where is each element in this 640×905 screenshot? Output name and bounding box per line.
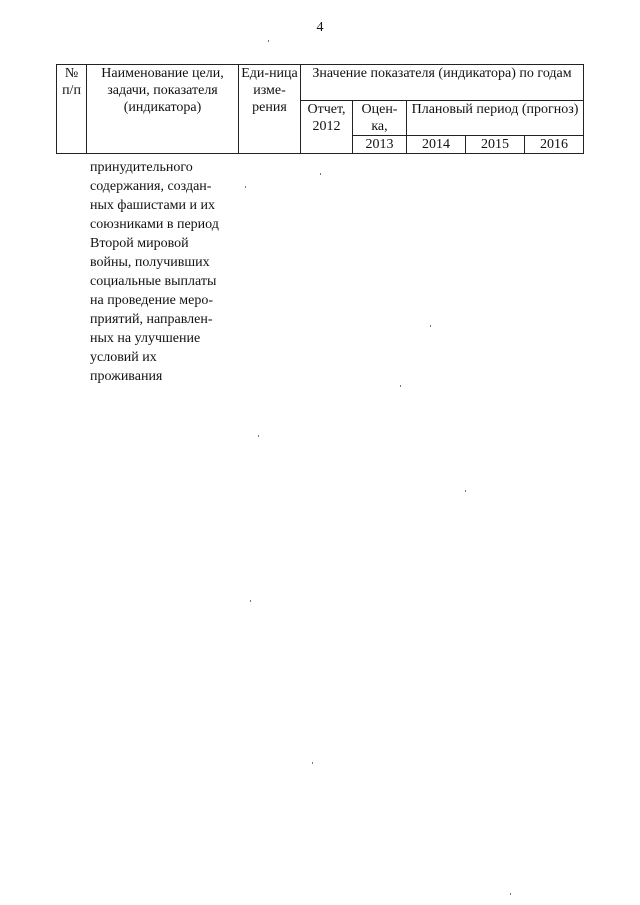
header-value-group: Значение показателя (индикатора) по годам <box>301 65 584 101</box>
scan-speck <box>465 490 466 492</box>
page-number: 4 <box>316 20 324 35</box>
scan-speck <box>400 385 401 387</box>
scan-speck <box>430 325 431 327</box>
scan-speck <box>320 173 321 175</box>
scan-speck <box>268 40 269 42</box>
indicator-table-header <box>56 64 584 154</box>
header-name-cell: Наименование цели, задачи, показателя (индикатора) <box>87 65 239 154</box>
scan-speck <box>250 600 251 602</box>
scan-speck <box>258 435 259 437</box>
header-report-cell: Отчет, 2012 <box>301 101 353 154</box>
header-estimate-cell: Оцен-ка, <box>353 101 407 136</box>
header-number-cell: № п/п <box>57 65 87 154</box>
indicator-name-continuation: принудительного содержания, создан- ных фашистами и их союзниками в период Второй мировой войны, получивших социальные выплаты на проведение меро- приятий, направлен- ных на улучшение условий их проживания <box>90 160 219 384</box>
scan-speck <box>510 893 511 895</box>
scan-speck <box>245 186 246 188</box>
header-estimate-year: 2013 <box>353 136 407 154</box>
header-unit-cell: Еди-ница изме-рения <box>239 65 301 154</box>
header-year-2015: 2015 <box>466 136 525 154</box>
header-year-2014: 2014 <box>407 136 466 154</box>
header-plan-group: Плановый период (прогноз) <box>407 101 584 136</box>
scan-speck <box>312 762 313 764</box>
header-year-2016: 2016 <box>525 136 584 154</box>
